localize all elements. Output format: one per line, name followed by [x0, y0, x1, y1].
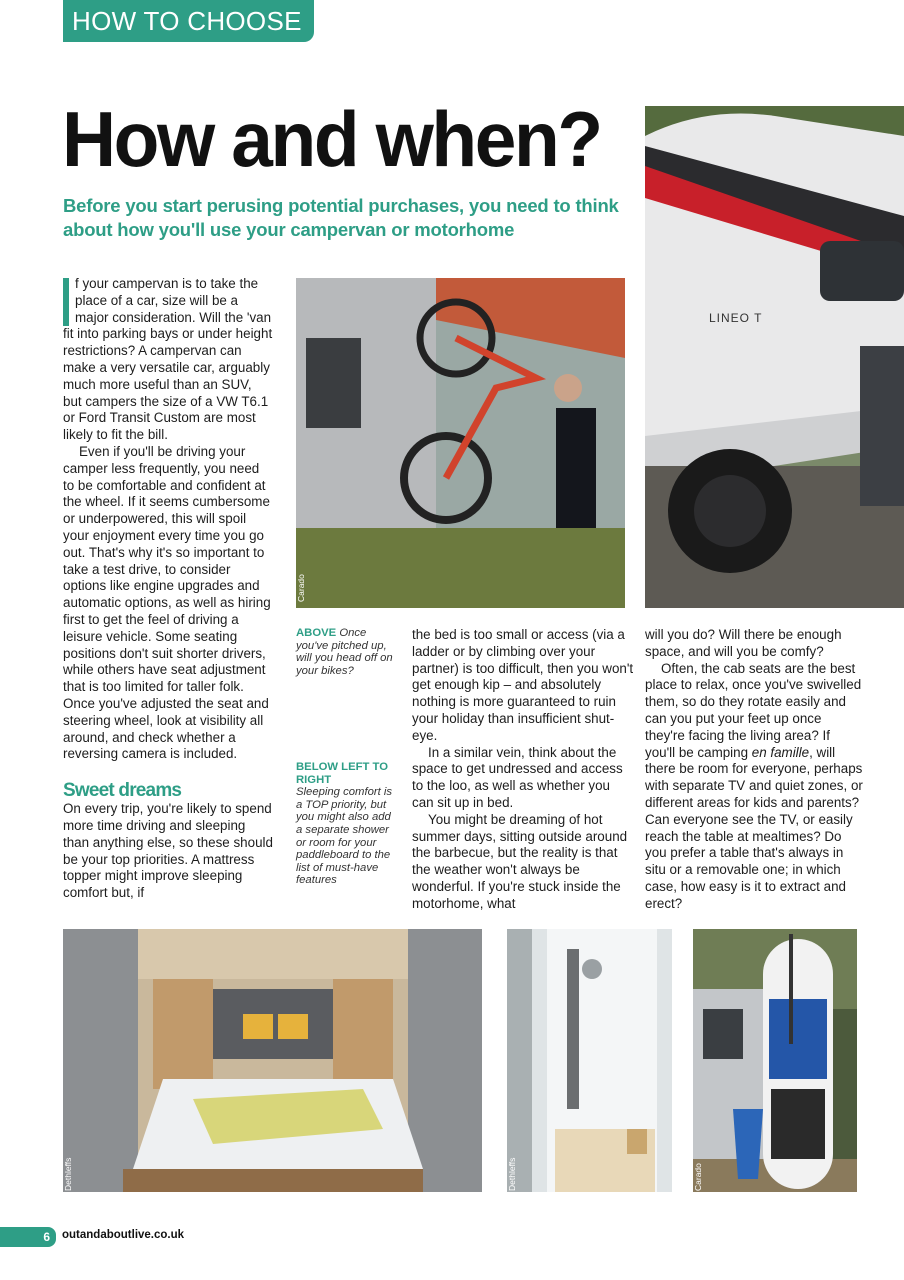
- article-column-3: [412, 627, 634, 913]
- article-column-1: [63, 276, 273, 902]
- caption-below: [296, 761, 394, 887]
- col4-paragraph-2: Often, the cab seats are the best place to relax, once you've swivelled them, so do they rotate easily and can you put your feet up once they're facing the living area? If you'll be camping en famille, will there be room for everyone, perhaps with separate TV and quiet zones, or different areas for kids and parents? Can everyone see the TV, or easily reach the table at mealtimes? Do you prefer a table that's always in situ or a removable one; in which case, how easy is it to extract and erect?: [645, 660, 863, 911]
- bike-rack-photo: [296, 278, 625, 608]
- van-badge: LINEO T: [709, 311, 763, 325]
- motorhome-photo: [645, 106, 904, 608]
- footer-website: outandaboutlive.co.uk: [62, 1229, 185, 1241]
- shower-photo-credit: Dethleffs: [507, 1157, 517, 1191]
- section-label: HOW TO CHOOSE: [63, 0, 314, 42]
- caption-above: [296, 627, 394, 677]
- standfirst: Before you start perusing potential purchases, you need to think about how you'll use your campervan or motorhome: [63, 195, 619, 240]
- en-famille-italic: en famille: [751, 744, 810, 760]
- col1-paragraph-2: Even if you'll be driving your camper less frequently, you need to be comfortable and confident at the wheel. If it seems cumbersome or underpowered, this will spoil your enjoyment every time you go out. That's why it's so important to take a test drive, to consider options like engine upgrades and automatic options, as well as hiring first to get the feel of driving a leisure vehicle. Some seating positions don't suit shorter drivers, while others have seat adjustment that is too limited for taller folk. Once you've adjusted the seat and steering wheel, look at visibility all around, and check whether a reversing camera is included.: [63, 443, 271, 762]
- bedroom-photo-credit: Dethleffs: [63, 1157, 73, 1191]
- caption-above-label: ABOVE: [296, 627, 337, 639]
- col4-paragraph-1: will you do? Will there be enough space, and will you be comfy?: [645, 627, 842, 659]
- bedroom-photo: [63, 929, 482, 1192]
- col1-paragraph-1: f your campervan is to take the place of a car, size will be a major consideration. Will the 'van fit into parking bays or under height restrictions? A campervan can make a very versatile car, arguably much more useful than an SUV, but campers the size of a VW T6.1 or Ford Transit Custom are most likely to fit the bill.: [63, 276, 273, 443]
- drop-cap-bar: [63, 278, 69, 326]
- caption-below-text: Sleeping comfort is a TOP priority, but you might also add a separate shower or room for your paddleboard to the list of must-have features: [296, 786, 393, 887]
- article-column-4: [645, 627, 863, 913]
- bike-photo-credit: Carado: [296, 574, 306, 602]
- subhead-sweet-dreams: Sweet dreams: [63, 780, 182, 802]
- page-number: 6: [0, 1227, 56, 1247]
- caption-below-label: BELOW LEFT TO RIGHT: [296, 761, 389, 786]
- col3-paragraph-3: You might be dreaming of hot summer days, sitting outside around the barbecue, but the reality is that the weather won't always be wonderful. If you're stuck inside the motorhome, what: [412, 811, 628, 911]
- col1-paragraph-3: On every trip, you're likely to spend more time driving and sleeping than anything else, so these should be your top priorities. A mattress topper might improve sleeping comfort but, if: [63, 801, 273, 901]
- paddleboard-photo: [693, 929, 857, 1192]
- shower-photo: [507, 929, 672, 1192]
- caption-above-text: Once you've pitched up, will you head off on your bikes?: [296, 627, 393, 677]
- col3-paragraph-1: the bed is too small or access (via a ladder or by climbing over your partner) is too difficult, then you won't get enough kip – and absolutely nothing is more guaranteed to ruin your holiday than insufficient shut-eye.: [412, 627, 634, 743]
- paddleboard-photo-credit: Carado: [693, 1163, 703, 1191]
- col3-paragraph-2: In a similar vein, think about the space to get undressed and access to the loo, as well as whether you can sit up in bed.: [412, 744, 623, 810]
- headline: How and when?: [62, 95, 601, 183]
